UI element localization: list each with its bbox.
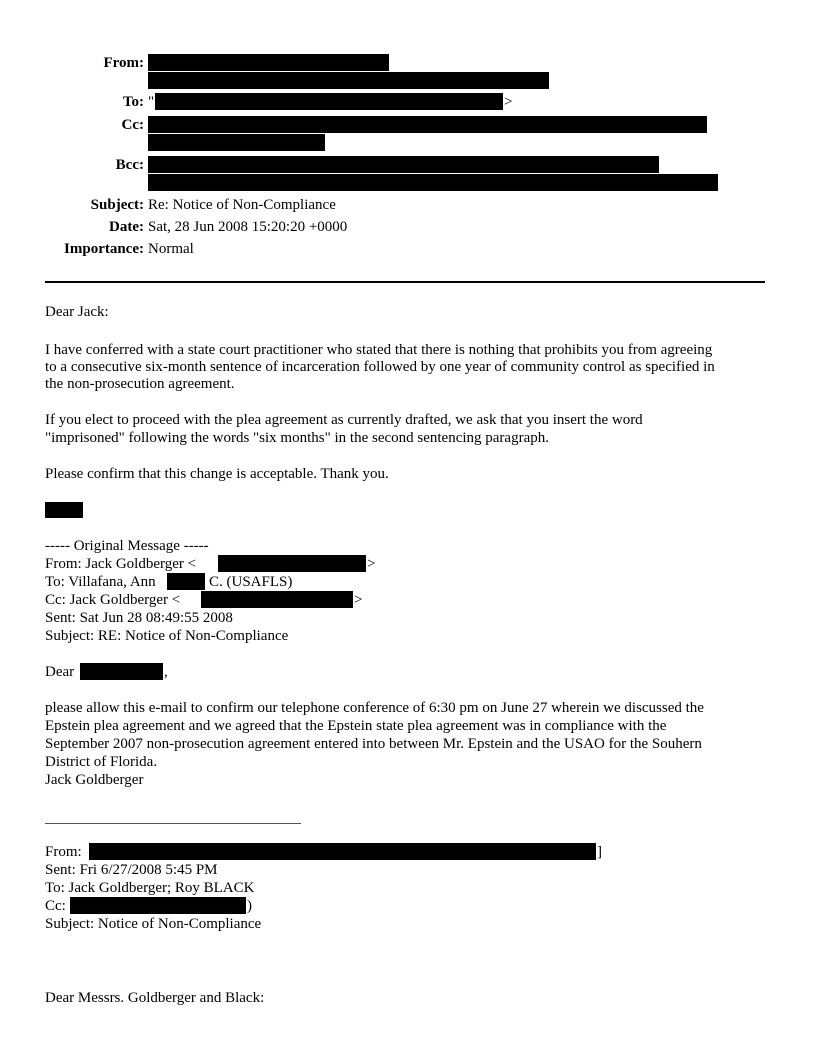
earlier-cc-prefix: Cc: [45,898,66,914]
orig-from-prefix: From: Jack Goldberger < [45,556,197,572]
redaction-orig-greeting [80,663,163,680]
earlier-subject: Subject: Notice of Non-Compliance [45,916,262,932]
orig-sent: Sent: Sat Jun 28 08:49:55 2008 [45,610,233,626]
earlier-greeting: Dear Messrs. Goldberger and Black: [45,990,265,1006]
importance-value: Normal [148,241,194,257]
earlier-from-prefix: From: [45,844,82,860]
redaction-orig-cc [201,591,353,608]
orig-greeting-suffix: , [164,664,168,680]
bcc-label: Bcc: [115,157,144,173]
redaction-from-2 [148,72,549,89]
paragraph-line: I have conferred with a state court practitioner who stated that there is nothing that prohibits you from agreeing [45,342,713,358]
orig-to-suffix: C. (USAFLS) [209,574,293,590]
orig-signature: Jack Goldberger [45,772,144,788]
redaction-bcc-1 [148,156,659,173]
from-label: From: [103,55,144,71]
date-value: Sat, 28 Jun 2008 15:20:20 +0000 [148,219,348,235]
redaction-orig-to [167,573,205,590]
to-label: To: [122,94,144,110]
orig-body-line: Epstein plea agreement and we agreed that the Epstein state plea agreement was in compliance with the [45,718,667,734]
redaction-to [155,93,503,110]
original-divider: ----- Original Message ----- [45,538,209,554]
orig-to-prefix: To: Villafana, Ann [45,574,156,590]
orig-greeting-prefix: Dear [45,664,75,680]
earlier-sent: Sent: Fri 6/27/2008 5:45 PM [45,862,218,878]
orig-from-suffix: > [367,556,376,572]
earlier-from-suffix: ] [597,844,602,860]
redaction-signature [45,502,83,518]
paragraph-line: the non-prosecution agreement. [45,376,235,392]
paragraph-line: If you elect to proceed with the plea agreement as currently drafted, we ask that you insert the word [45,412,643,428]
redaction-earlier-from [89,843,596,860]
orig-cc-prefix: Cc: Jack Goldberger < [45,592,181,608]
earlier-cc-suffix: ) [247,898,252,914]
orig-body-line: District of Florida. [45,754,158,770]
subject-value: Re: Notice of Non-Compliance [148,197,336,213]
orig-subject: Subject: RE: Notice of Non-Compliance [45,628,289,644]
orig-body-line: September 2007 non-prosecution agreement entered into between Mr. Epstein and the USAO for the Souhern [45,736,702,752]
redaction-from-1 [148,54,389,71]
redaction-earlier-cc [70,897,246,914]
paragraph-line: "imprisoned" following the words "six months" in the second sentencing paragraph. [45,430,549,446]
cc-label: Cc: [121,117,144,133]
message-separator [45,823,301,824]
importance-label: Importance: [64,241,144,257]
greeting: Dear Jack: [45,304,109,320]
orig-cc-suffix: > [354,592,363,608]
to-suffix: > [504,94,513,110]
redaction-cc-2 [148,134,325,151]
to-prefix: " [148,94,155,110]
subject-label: Subject: [90,197,144,213]
orig-body-line: please allow this e-mail to confirm our telephone conference of 6:30 pm on June 27 wherein we discussed the [45,700,704,716]
header-divider [45,281,765,283]
earlier-to: To: Jack Goldberger; Roy BLACK [45,880,255,896]
paragraph-3: Please confirm that this change is acceptable. Thank you. [45,466,389,482]
paragraph-line: to a consecutive six-month sentence of incarceration followed by one year of community control as specified in [45,359,715,375]
date-label: Date: [109,219,144,235]
redaction-cc-1 [148,116,707,133]
redaction-bcc-2 [148,174,718,191]
redaction-orig-from [218,555,366,572]
